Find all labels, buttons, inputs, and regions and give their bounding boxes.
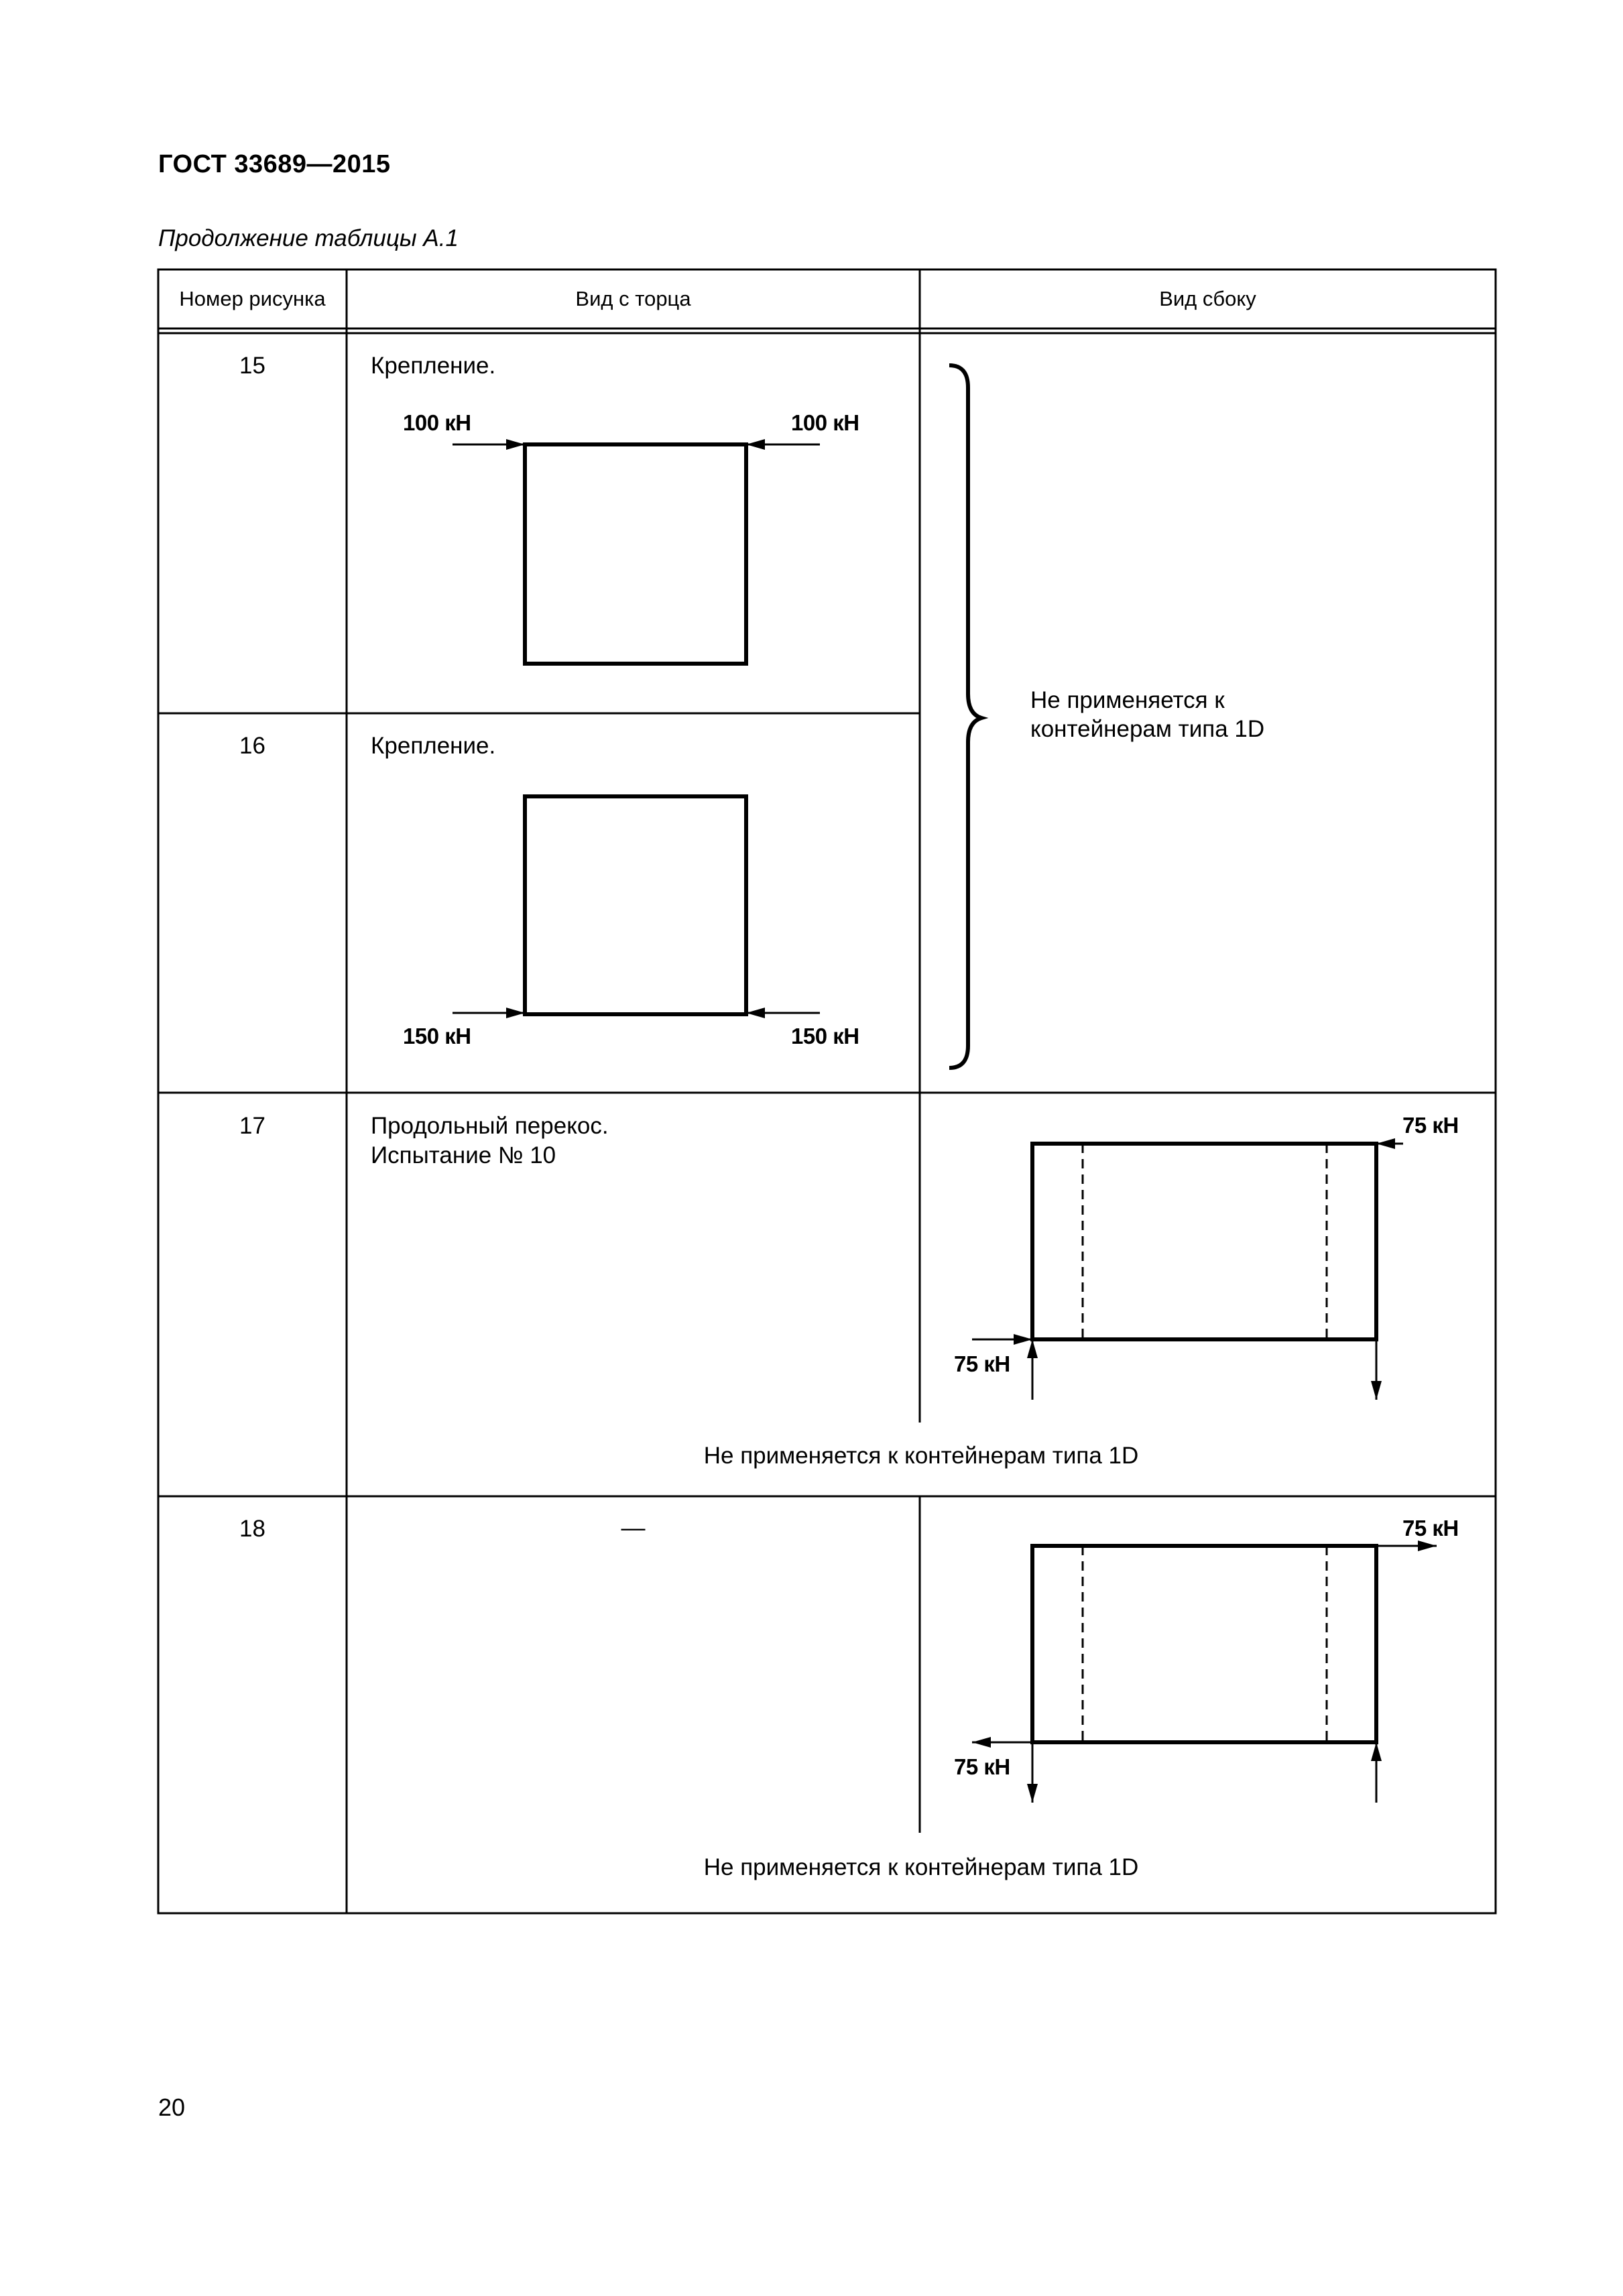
merged-side-view-note-line1: Не применяется к (1030, 687, 1225, 713)
row-18-note: Не применяется к контейнерам типа 1D (703, 1854, 1139, 1880)
row-18-bottom-force-label: 75 кН (954, 1754, 1010, 1779)
merged-rows-brace (949, 365, 981, 1068)
row-17-end-view-line1: Продольный перекос. (371, 1113, 609, 1139)
row-16-end-view-text: Крепление. (371, 733, 496, 759)
row-17-top-force-label: 75 кН (1402, 1113, 1459, 1138)
row-17-end-view-line2: Испытание № 10 (371, 1142, 556, 1168)
fig15-container-end-view (453, 444, 820, 664)
fig16-container-end-view (453, 796, 820, 1014)
row-15-end-view-text: Крепление. (371, 353, 496, 379)
table-caption: Продолжение таблицы А.1 (158, 225, 459, 251)
row-16-left-force-label: 150 кН (403, 1024, 471, 1048)
header-side-view: Вид сбоку (1159, 287, 1256, 310)
fig17-container-side-view (972, 1144, 1403, 1400)
header-figure-number: Номер рисунка (179, 287, 326, 310)
row-15-right-force-label: 100 кН (791, 410, 859, 435)
header-end-view: Вид с торца (575, 287, 691, 310)
row-17-number: 17 (239, 1113, 265, 1139)
merged-side-view-note-line2: контейнерам типа 1D (1030, 716, 1265, 742)
row-18-number: 18 (239, 1516, 265, 1542)
row-15-left-force-label: 100 кН (403, 410, 471, 435)
row-17-bottom-force-label: 75 кН (954, 1351, 1010, 1376)
page-number: 20 (158, 2094, 186, 2121)
table-grid (158, 269, 1496, 1913)
row-16-number: 16 (239, 733, 265, 759)
fig18-container-side-view (972, 1546, 1437, 1803)
row-17-note: Не применяется к контейнерам типа 1D (703, 1443, 1139, 1469)
row-16-right-force-label: 150 кН (791, 1024, 859, 1048)
row-15-number: 15 (239, 353, 265, 379)
row-18-end-view-dash: — (621, 1514, 646, 1541)
document-title: ГОСТ 33689—2015 (158, 150, 391, 178)
row-18-top-force-label: 75 кН (1402, 1516, 1459, 1540)
